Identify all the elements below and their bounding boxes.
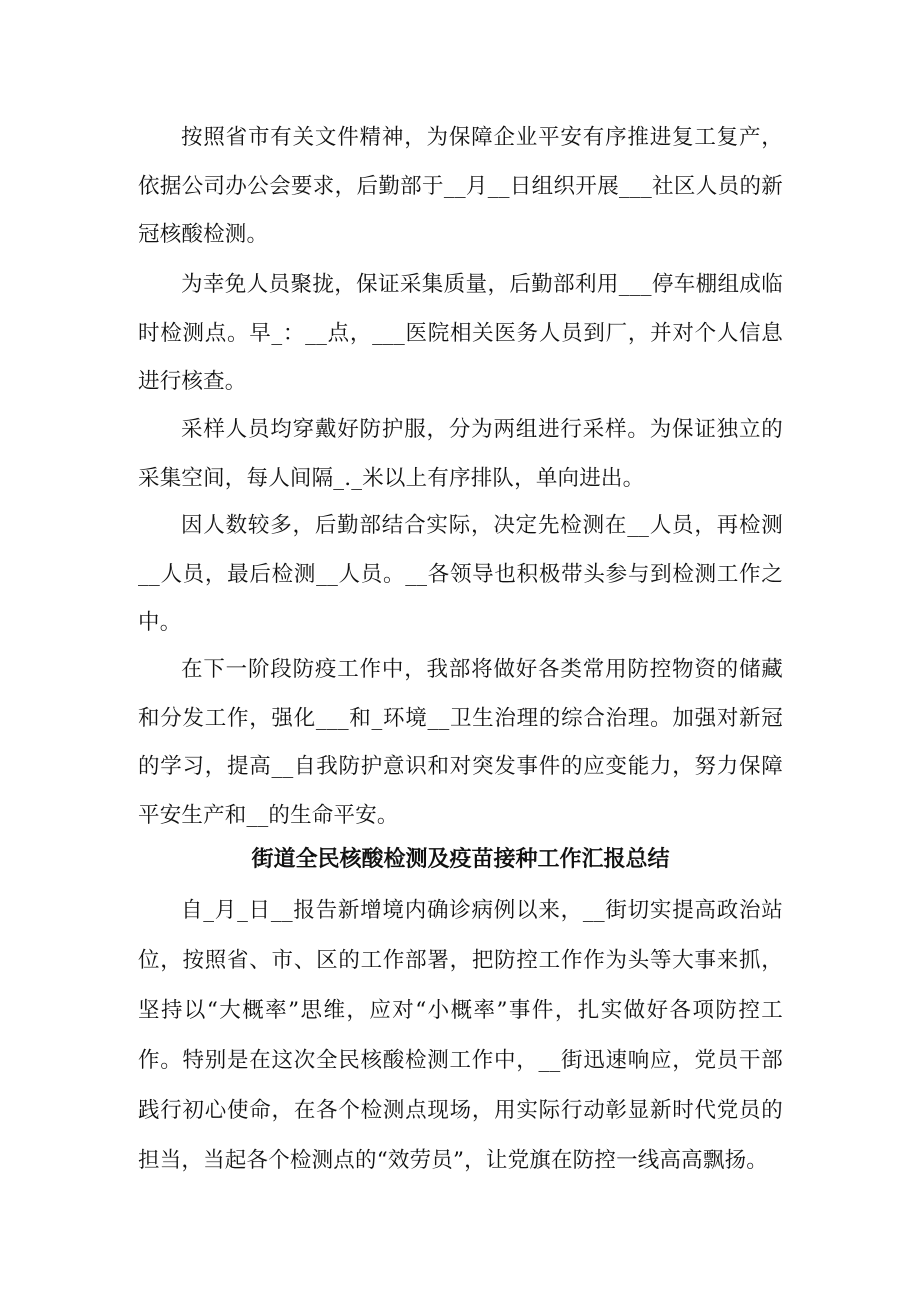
paragraph-1: 按照省市有关文件精神，为保障企业平安有序推进复工复产，依据公司办公会要求，后勤部于__月__日组织开展___社区人员的新冠核酸检测。 [138,125,783,247]
paragraph-5: 在下一阶段防疫工作中，我部将做好各类常用防控物资的储藏和分发工作，强化___和_环境__卫生治理的综合治理。加强对新冠的学习，提高__自我防护意识和对突发事件的应变能力，努力保障平安生产和__的生命平安。 [138,657,783,828]
section-body: 自_月_日__报告新增境内确诊病例以来，__街切实提高政治站位，按照省、市、区的工作部署，把防控工作作为头等大事来抓，坚持以“大概率”思维，应对“小概率”事件，扎实做好各项防控工作。特别是在这次全民核酸检测工作中，__街迅速响应，党员干部践行初心使命，在各个检测点现场，用实际行动彰显新时代党员的担当，当起各个检测点的“效劳员”，让党旗在防控一线高高飘扬。 [138,898,783,1173]
paragraph-4: 因人数较多，后勤部结合实际，决定先检测在__人员，再检测__人员，最后检测__人员。__各领导也积极带头参与到检测工作之中。 [138,513,783,635]
paragraph-3: 采样人员均穿戴好防护服，分为两组进行采样。为保证独立的采集空间，每人间隔_._米以上有序排队，单向进出。 [138,417,783,491]
paragraph-2: 为幸免人员聚拢，保证采集质量，后勤部利用___停车棚组成临时检测点。早_：__点，___医院相关医务人员到厂，并对个人信息进行核查。 [138,272,783,394]
section-title: 街道全民核酸检测及疫苗接种工作汇报总结 [251,847,670,872]
